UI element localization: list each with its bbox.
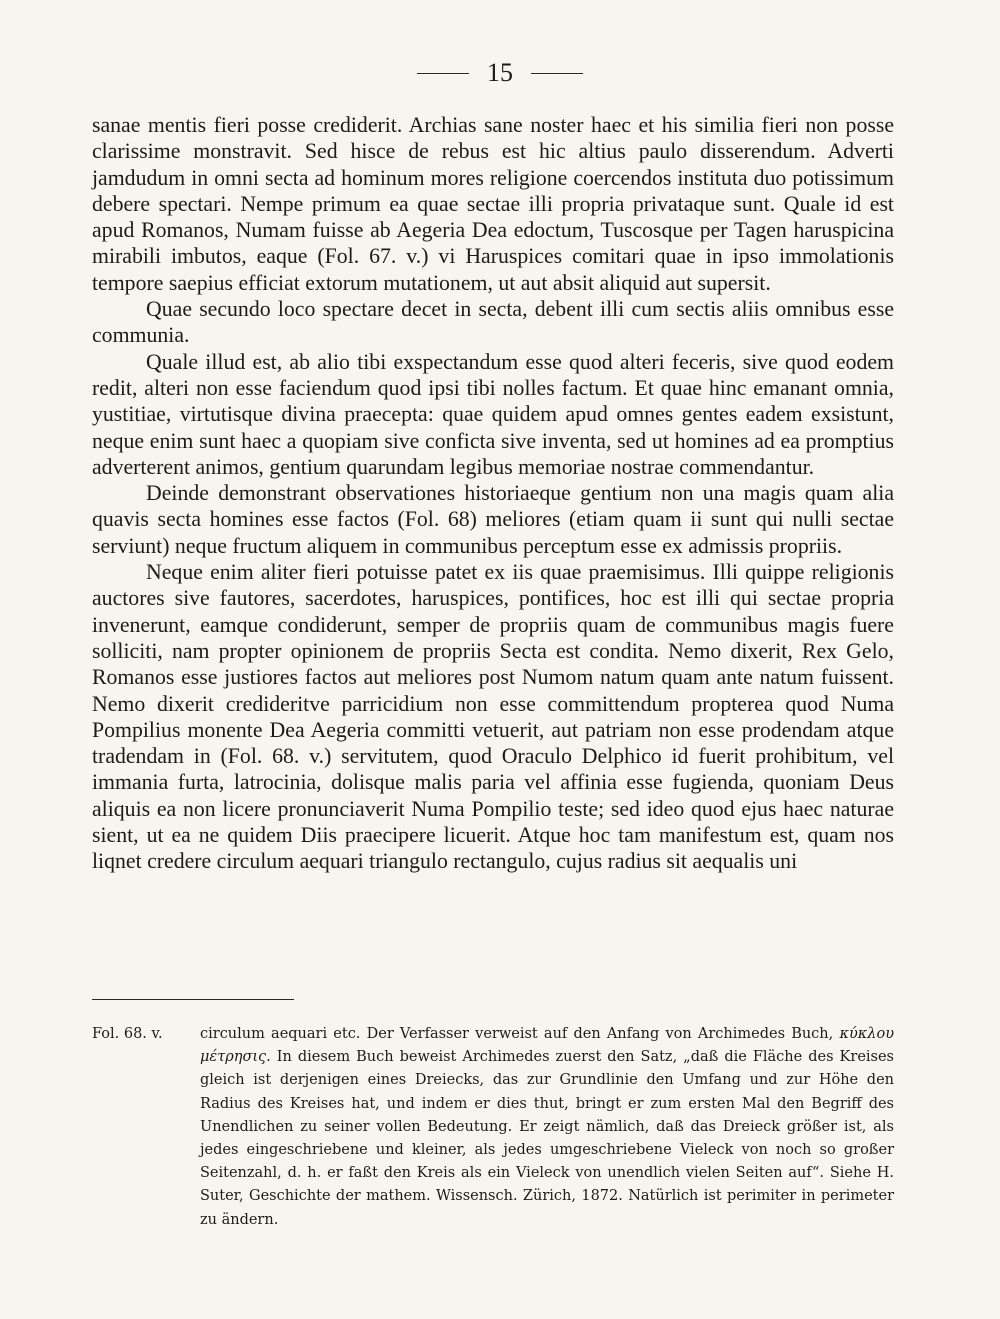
footnote-lemma: circulum aequari etc. — [200, 1026, 361, 1042]
footnote-separator — [92, 999, 294, 1000]
footnote-reference: Fol. 68. v. — [92, 1026, 163, 1042]
page-header — [0, 58, 1000, 88]
paragraph-5: Neque enim aliter fieri potuisse patet ex iis quae praemisimus. Illi quippe religionis auctores sive fautores, sacerdotes, haruspices, pontifices, hoc est illi qui sectae propria invenerunt, eamque condiderunt, semper de propriis quam de communibus magis fuere solliciti, nam propter opinionem de propriis Secta est condita. Nemo dixerit, Rex Gelo, Romanos esse justiores factos aut meliores post Numom natum quam ante natum fuissent. Nemo dixerit credideritve parricidium non esse committendum propterea quod Numa Pompilius monente Dea Aegeria committi vetuerit, aut patriam non esse prodendam atque tradendam in (Fol. 68. v.) servitutem, quod Oraculo Delphico id fuerit prohibitum, vel immania furta, latrocinia, dolisque malis paria vel affinia esse fugienda, quoniam Deus aliquis ea non licere pronunciaverit Numa Pompilio teste; sed ideo quod ejus haec naturae sient, ut ea ne quidem Diis praecipere licuerit. Atque hoc tam manifestum est, quam nos liqnet credere circulum aequari triangulo rectangulo, cujus radius sit aequalis uni — [92, 560, 894, 874]
footnote-text-part2: In diesem Buch beweist Archimedes zuerst den Satz, „daß die Fläche des Kreises gleich ist derjenigen eines Dreiecks, das zur Grundlinie den Umfang und zur Höhe den Radius des Kreises hat, und indem er dies thut, bringt er zum ersten Mal den Begriff des Unendlichen zu seiner vollen Bedeutung. Er zeigt nämlich, daß das Dreieck größer ist, als jedes eingeschriebene und kleiner, als jedes umgeschriebene Vieleck von noch so großer Seitenzahl, d. h. er faßt den Kreis als ein Vieleck von unendlich vielen Seiten auf“. Siehe H. Suter, Geschichte der mathem. Wissensch. Zürich, 1872. Natürlich ist perimiter in perimeter zu ändern. — [200, 1049, 894, 1228]
paragraph-2: Quae secundo loco spectare decet in secta, debent illi cum sectis aliis omnibus esse communia. — [92, 297, 894, 348]
paragraph-1: sanae mentis fieri posse crediderit. Archias sane noster haec et his similia fieri non posse clarissime monstravit. Sed hisce de rebus est hic altius paulo disserendum. Adverti jamdudum in omni secta ad hominum mores religione coercendos instituta duo potissimum debere spectari. Nempe primum ea quae sectae illi propria privataque sunt. Quale id est apud Romanos, Numam fuisse ab Aegeria Dea edoctum, Tuscosque per Tagen haruspicina mirabili imbutos, eaque (Fol. 67. v.) vi Haruspices comitari quae in ipso immolationis tempore saepius efficiat extorum mutationem, ut aut absit aliquid aut supersit. — [92, 113, 894, 295]
footnote-text-part1: Der Verfasser verweist auf den Anfang von Archimedes Buch, — [366, 1026, 834, 1042]
paragraph-3: Quale illud est, ab alio tibi exspectandum esse quod alteri feceris, sive quod eodem redit, alteri non esse faciendum quod ipsi tibi nolles factum. Et quae hinc emanant omnia, yustitiae, virtutisque divina praecepta: quae quidem apud omnes gentes eadem exsistunt, neque enim sunt haec a quopiam sive conficta sive inventa, sed ut homines ad ea promptius adverterent animos, gentium quarundam legibus memoriae nostrae commendantur. — [92, 349, 894, 479]
footnote — [92, 1023, 894, 1232]
header-rule-right — [531, 73, 583, 74]
main-text — [92, 112, 894, 875]
footnote-body — [200, 1023, 894, 1232]
header-rule-left — [417, 73, 469, 74]
page-number: 15 — [487, 58, 513, 87]
footnote-greek-title: κύκλου μέτρησις. — [200, 1026, 895, 1066]
paragraph-4: Deinde demonstrant observationes historiaeque gentium non una magis quam alia quavis secta homines esse factos (Fol. 68) meliores (etiam quam ii sunt qui nulli sectae serviunt) neque fructum aliquem in communibus perceptum esse ex admissis propriis. — [92, 481, 894, 558]
